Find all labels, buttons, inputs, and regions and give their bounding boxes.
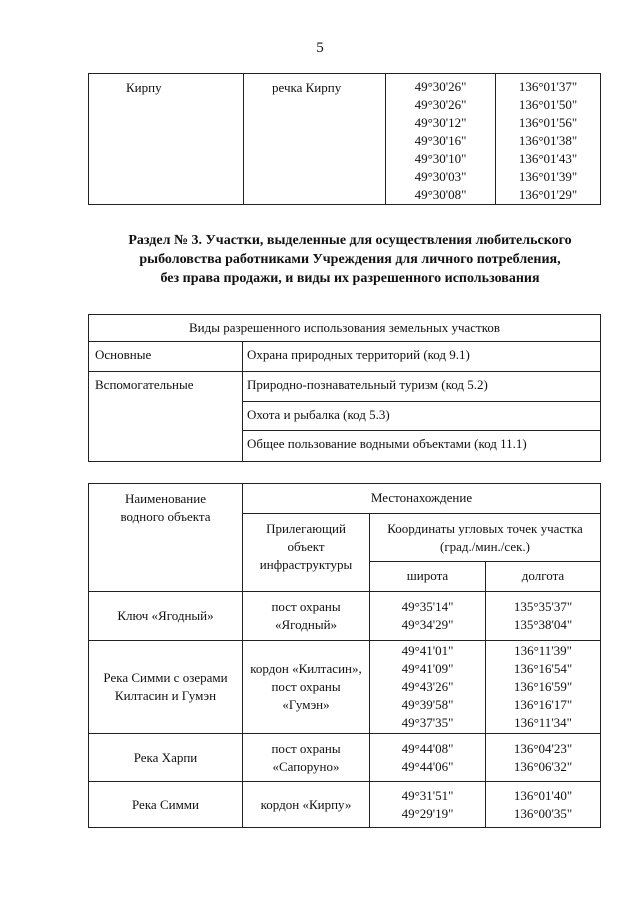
name-header-line: Наименование xyxy=(125,491,206,506)
coords-header-line: Координаты угловых точек участка xyxy=(387,521,583,536)
longitude-value: 136°01'43" xyxy=(518,151,578,166)
location-header-cell xyxy=(243,484,601,514)
longitude-value: 136°00'35" xyxy=(513,805,573,821)
site-latitude-cell xyxy=(370,641,486,734)
latitude-value: 49°39'58" xyxy=(401,697,454,712)
aux-use-value: Охота и рыбалка (код 5.3) xyxy=(247,407,390,422)
latitude-value: 49°41'01" xyxy=(401,643,454,658)
latitude-value: 49°37'35" xyxy=(401,715,454,730)
latitude-value: 49°30'26" xyxy=(414,97,467,112)
name-header-line: водного объекта xyxy=(120,509,211,524)
aux-uses-label-cell xyxy=(89,372,243,462)
site-longitude-cell xyxy=(486,782,601,828)
site-longitude-cell xyxy=(486,734,601,782)
latitude-value: 49°30'03" xyxy=(414,169,467,184)
longitude-value: 136°01'29" xyxy=(518,187,578,202)
site-infra-line: пост охраны xyxy=(271,679,341,694)
section-heading-line: рыболовства работниками Учреждения для личного потребления, xyxy=(139,252,561,267)
site-infra-cell xyxy=(243,782,370,828)
site-infra-line: пост охраны xyxy=(271,740,341,756)
site-infra-cell xyxy=(243,641,370,734)
site-infra-line: «Ягодный» xyxy=(274,617,338,632)
aux-use-cell xyxy=(243,431,601,462)
longitude-value: 136°01'38" xyxy=(518,133,578,148)
infra-header-line: инфраструктуры xyxy=(259,557,353,572)
latitude-value: 49°31'51" xyxy=(401,787,454,803)
main-uses-value: Охрана природных территорий (код 9.1) xyxy=(247,347,470,362)
section-heading xyxy=(60,231,640,288)
infra-header-cell xyxy=(243,514,370,592)
longitude-value: 136°16'17" xyxy=(513,697,573,712)
longitude-value: 136°11'39" xyxy=(514,643,572,658)
latitude-value: 49°30'12" xyxy=(414,115,467,130)
latitude-value: 49°44'06" xyxy=(401,758,454,774)
latitude-value: 49°29'19" xyxy=(401,805,454,821)
longitude-value: 136°16'59" xyxy=(513,679,573,694)
site-name-cell xyxy=(89,641,243,734)
main-uses-label-cell xyxy=(89,342,243,372)
site-name-cell xyxy=(89,782,243,828)
longitude-value: 136°01'40" xyxy=(513,787,573,803)
latitude-value: 49°35'14" xyxy=(401,599,454,614)
name-header-cell xyxy=(89,484,243,592)
site-infra-line: «Сапоруно» xyxy=(272,758,340,774)
site-latitude-cell xyxy=(370,782,486,828)
site-infra-line: пост охраны xyxy=(271,599,341,614)
site-name: Килтасин и Гумэн xyxy=(114,688,217,703)
longitude-value: 135°35'37" xyxy=(513,599,573,614)
fishing-sites-table xyxy=(88,483,601,828)
latitude-value: 49°44'08" xyxy=(401,740,454,756)
longitude-value: 136°04'23" xyxy=(513,740,573,756)
latitude-value: 49°30'26" xyxy=(414,79,467,94)
latitude-value: 49°43'26" xyxy=(401,679,454,694)
longitude-value: 136°01'39" xyxy=(518,169,578,184)
latitude-value: 49°34'29" xyxy=(401,617,454,632)
aux-use-cell xyxy=(243,402,601,431)
aux-use-value: Общее пользование водными объектами (код 11.1) xyxy=(247,436,527,451)
longitude-value: 135°38'04" xyxy=(513,617,573,632)
aux-uses-label: Вспомогательные xyxy=(95,377,194,392)
top-coordinates-table xyxy=(88,73,601,205)
longitude-header-cell xyxy=(486,562,601,592)
infra-header-line: Прилегающий xyxy=(266,521,346,536)
latitude-value: 49°30'16" xyxy=(414,133,467,148)
site-longitude-cell xyxy=(486,641,601,734)
site-name: Река Симми xyxy=(131,796,199,812)
main-uses-label: Основные xyxy=(95,347,152,362)
site-latitude-cell xyxy=(370,734,486,782)
site-name: Река Симми с озерами xyxy=(103,670,228,685)
site-infra-cell xyxy=(243,734,370,782)
permitted-uses-table xyxy=(88,314,601,462)
water-object-cell xyxy=(89,74,244,205)
site-name-cell xyxy=(89,592,243,641)
uses-header: Виды разрешенного использования земельных участков xyxy=(188,320,501,335)
infra-header-line: объект xyxy=(287,539,325,554)
aux-use-cell xyxy=(243,372,601,402)
section-heading-line: Раздел № 3. Участки, выделенные для осуществления любительского xyxy=(128,233,572,248)
site-infra-cell xyxy=(243,592,370,641)
longitude-value: 136°01'50" xyxy=(518,97,578,112)
longitude-cell xyxy=(496,74,601,205)
longitude-value: 136°06'32" xyxy=(513,758,573,774)
uses-header-cell xyxy=(89,315,601,342)
site-name: Река Харпи xyxy=(133,749,198,765)
site-infra-line: «Гумэн» xyxy=(282,697,330,712)
site-latitude-cell xyxy=(370,592,486,641)
location-header: Местонахождение xyxy=(370,490,473,505)
site-longitude-cell xyxy=(486,592,601,641)
longitude-value: 136°01'56" xyxy=(518,115,578,130)
river-name: речка Кирпу xyxy=(272,80,342,95)
site-infra-line: кордон «Кирпу» xyxy=(260,796,352,812)
water-object-name: Кирпу xyxy=(126,80,162,95)
site-name-cell xyxy=(89,734,243,782)
longitude-value: 136°01'37" xyxy=(518,79,578,94)
main-uses-value-cell xyxy=(243,342,601,372)
latitude-value: 49°41'09" xyxy=(401,661,454,676)
coords-header-line: (град./мин./сек.) xyxy=(439,539,530,554)
longitude-header: долгота xyxy=(521,568,565,583)
longitude-value: 136°16'54" xyxy=(513,661,573,676)
latitude-value: 49°30'08" xyxy=(414,187,467,202)
latitude-value: 49°30'10" xyxy=(414,151,467,166)
longitude-value: 136°11'34" xyxy=(514,715,572,730)
site-name: Ключ «Ягодный» xyxy=(117,608,214,623)
aux-use-value: Природно-познавательный туризм (код 5.2) xyxy=(247,377,488,392)
section-heading-line: без права продажи, и виды их разрешенного использования xyxy=(160,271,540,286)
infrastructure-cell xyxy=(244,74,386,205)
page-number: 5 xyxy=(316,40,324,56)
site-infra-line: кордон «Килтасин», xyxy=(250,661,362,676)
latitude-header-cell xyxy=(370,562,486,592)
latitude-cell xyxy=(386,74,496,205)
coords-header-cell xyxy=(370,514,601,562)
latitude-header: широта xyxy=(406,568,449,583)
